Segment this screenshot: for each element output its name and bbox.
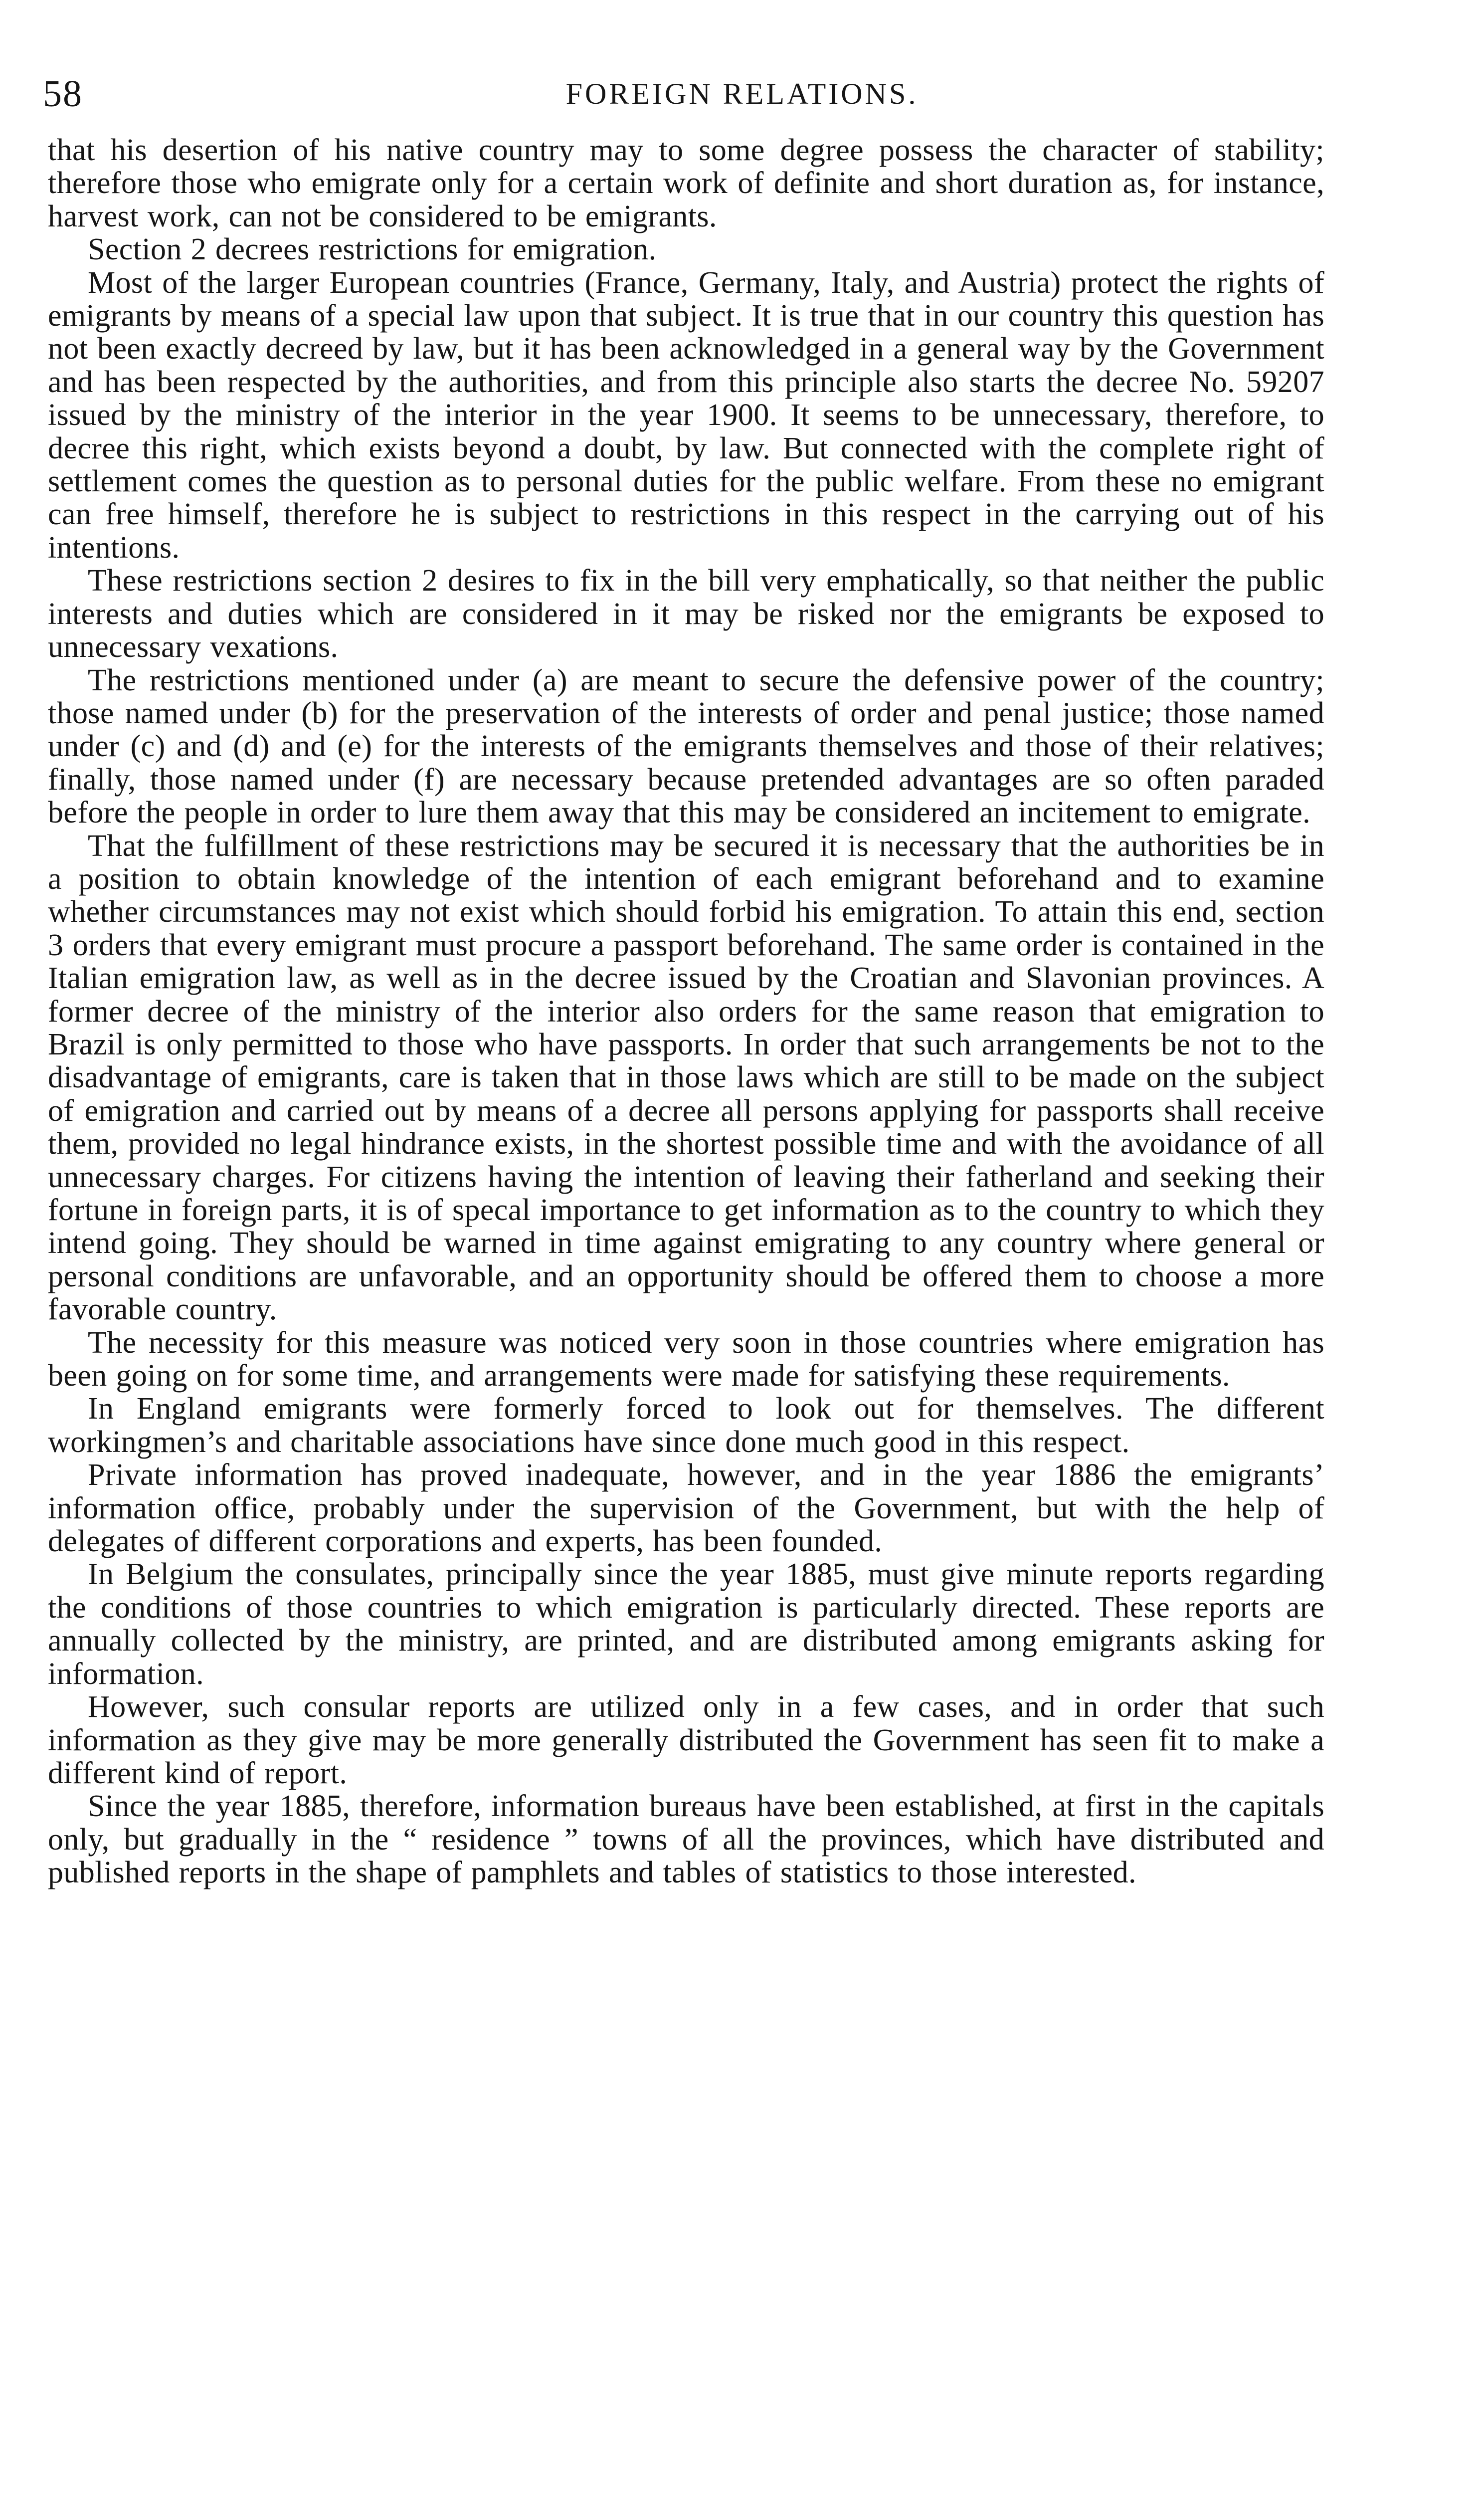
paragraph-necessity: The necessity for this measure was noticed very soon in those countries where emigration has been going on for some time, and arrangements were made for satisfying these requirements.: [48, 1325, 1324, 1393]
paragraph-england: In England emigrants were formerly forced to look out for themselves. The different workingmen’s and charitable associations have since done much good in this respect.: [48, 1392, 1324, 1459]
paragraph-private-information: Private information has proved inadequate, however, and in the year 1886 the emigrants’ information office, probably under the supervision of the Government, but with the help of delegates of different corporations and experts, has been founded.: [48, 1458, 1324, 1559]
paragraph-passport: That the fulfillment of these restrictions may be secured it is necessary that the authorities be in a position to obtain knowledge of the intention of each emigrant beforehand and to examine whether circumstances may not exist which should forbid his emigration. To attain this end, section 3 orders that every emigrant must procure a passport beforehand. The same order is contained in the Italian emigration law, as well as in the decree issued by the Croatian and Slavonian provinces. A former decree of the ministry of the interior also orders for the same reason that emigration to Brazil is only permitted to those who have passports. In order that such arrangements be not to the disadvantage of emigrants, care is taken that in those laws which are still to be made on the subject of emigration and carried out by means of a decree all persons applying for passports shall receive them, provided no legal hindrance exists, in the shortest possible time and with the avoidance of all unnecessary charges. For citizens having the intention of leaving their fatherland and seeking their fortune in foreign parts, it is of specal importance to get information as to the country to which they intend going. They should be warned in time against emigrating to any country where general or personal conditions are unfavorable, and an opportunity should be offered them to choose a more favorable country.: [48, 829, 1324, 1327]
paragraph-consular-reports: However, such consular reports are utilized only in a few cases, and in order that such information as they give may be more generally distributed the Government has seen fit to make a different kind of report.: [48, 1690, 1324, 1790]
paragraph-restrictions-bill: These restrictions section 2 desires to fix in the bill very emphatically, so that neither the public interests and duties which are considered in it may be risked nor the emigrants be exposed to unnecessary vexations.: [48, 564, 1324, 664]
paragraph-information-bureaus: Since the year 1885, therefore, information bureaus have been established, at first in the capitals only, but gradually in the “ residence ” towns of all the provinces, which have distributed and published reports in the shape of pamphlets and tables of statistics to those interested.: [48, 1789, 1324, 1890]
page-number: 58: [43, 73, 83, 115]
paragraph-section-2: Section 2 decrees restrictions for emigration.: [88, 232, 657, 267]
paragraph-continuation: that his desertion of his native country may to some degree possess the character of stability; therefore those who emigrate only for a certain work of definite and short duration as, for instance, harvest work, can not be considered to be emigrants.: [48, 133, 1324, 233]
running-head: FOREIGN RELATIONS.: [565, 77, 919, 110]
paragraph-european-countries: Most of the larger European countries (France, Germany, Italy, and Austria) protect the rights of emigrants by means of a special law upon that subject. It is true that in our country this question has not been exactly decreed by law, but it has been acknowledged in a general way by the Government and has been respected by the authorities, and from this principle also starts the decree No. 59207 issued by the ministry of the interior in the year 1900. It seems to be unnecessary, therefore, to decree this right, which exists beyond a doubt, by law. But connected with the complete right of settlement comes the question as to personal duties for the public welfare. From these no emigrant can free himself, therefore he is subject to restrictions in this respect in the carrying out of his intentions.: [48, 265, 1324, 565]
body-text: [48, 134, 1324, 1889]
paragraph-restrictions-list: The restrictions mentioned under (a) are meant to secure the defensive power of the country; those named under (b) for the preservation of the interests of order and penal justice; those named under (c) and (d) and (e) for the interests of the emigrants themselves and those of their relatives; finally, those named under (f) are necessary because pretended advantages are so often paraded before the people in order to lure them away that this may be considered an incitement to emigrate.: [48, 663, 1324, 830]
paragraph-belgium: In Belgium the consulates, principally since the year 1885, must give minute reports regarding the conditions of those countries to which emigration is particularly directed. These reports are annually collected by the ministry, are printed, and are distributed among emigrants asking for information.: [48, 1557, 1324, 1691]
